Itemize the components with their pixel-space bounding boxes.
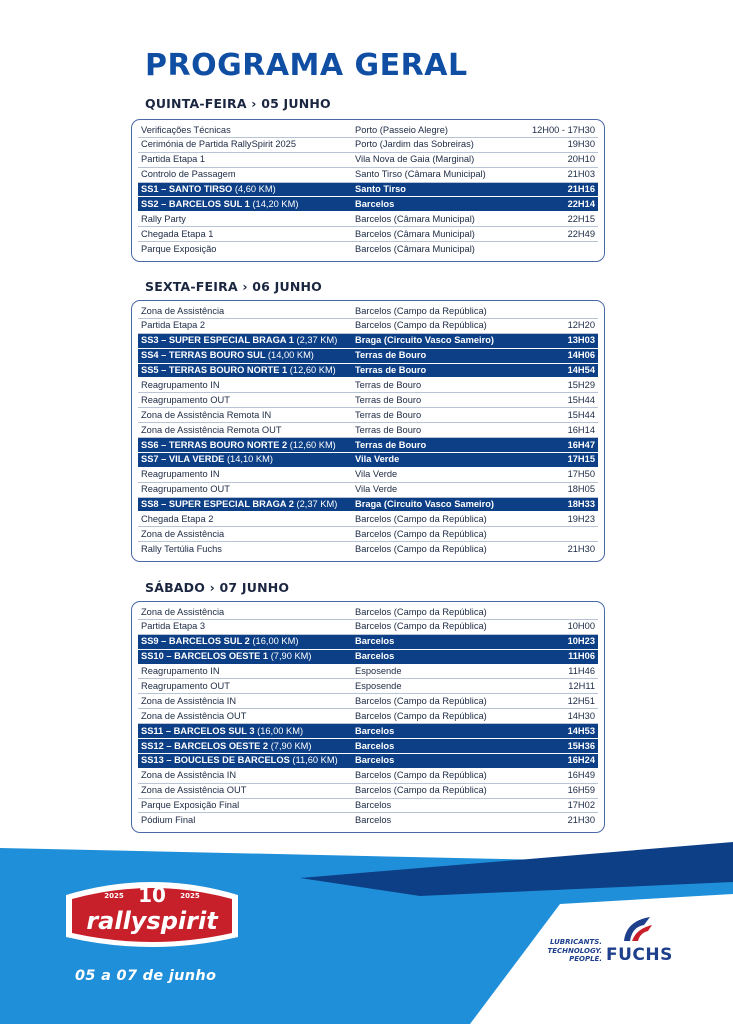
location-cell: Braga (Circuito Vasco Sameiro) bbox=[355, 499, 494, 510]
table-row bbox=[138, 483, 598, 498]
location-cell: Porto (Passeio Alegre) bbox=[355, 124, 449, 135]
table-row bbox=[138, 605, 598, 620]
time-cell: 16H59 bbox=[567, 785, 595, 796]
event-cell bbox=[138, 482, 355, 497]
tagline-line-3: PEOPLE. bbox=[569, 955, 602, 963]
day-heading-friday: SEXTA-FEIRA › 06 JUNHO bbox=[145, 279, 322, 294]
location-cell: Barcelos (Campo da República) bbox=[355, 544, 487, 555]
table-row bbox=[138, 168, 598, 183]
time-cell: 16H47 bbox=[567, 439, 595, 450]
special-stage-row bbox=[138, 724, 598, 739]
event-name: SS12 – BARCELOS OESTE 2 bbox=[141, 740, 269, 751]
location-cell: Barcelos bbox=[355, 725, 395, 736]
time-cell: 22H15 bbox=[567, 213, 595, 224]
table-row bbox=[138, 242, 598, 257]
table-row bbox=[138, 620, 598, 635]
table-row bbox=[138, 212, 598, 227]
special-stage-row bbox=[138, 754, 598, 769]
location-cell: Terras de Bouro bbox=[355, 439, 427, 450]
event-cell bbox=[138, 467, 355, 482]
stage-distance: (7,90 KM) bbox=[270, 651, 312, 662]
location-cell: Barcelos (Campo da República) bbox=[355, 528, 487, 539]
rallyspirit-logo bbox=[52, 875, 252, 960]
event-name: Reagrupamento OUT bbox=[141, 484, 230, 495]
event-cell bbox=[138, 724, 355, 739]
logo-number: 10 bbox=[138, 883, 166, 907]
event-cell bbox=[138, 348, 355, 363]
schedule-table-thursday bbox=[131, 119, 605, 262]
event-name: Chegada Etapa 1 bbox=[141, 228, 214, 239]
location-cell: Barcelos bbox=[355, 651, 395, 662]
location-cell: Esposende bbox=[355, 666, 402, 677]
schedule-table-saturday bbox=[131, 601, 605, 833]
location-cell: Barcelos (Câmara Municipal) bbox=[355, 244, 475, 255]
tagline-line-2: TECHNOLOGY. bbox=[547, 946, 602, 955]
event-name: Reagrupamento IN bbox=[141, 666, 220, 677]
tagline-line-1: LUBRICANTS. bbox=[550, 938, 602, 946]
table-row bbox=[138, 319, 598, 334]
event-name: SS10 – BARCELOS OESTE 1 bbox=[141, 651, 269, 662]
sponsor-name: FUCHS bbox=[606, 945, 673, 965]
event-cell bbox=[138, 798, 355, 813]
table-row bbox=[138, 813, 598, 828]
time-cell: 15H44 bbox=[567, 409, 595, 420]
location-cell: Barcelos (Campo da República) bbox=[355, 621, 487, 632]
location-cell: Porto (Jardim das Sobreiras) bbox=[355, 139, 474, 150]
table-row bbox=[138, 784, 598, 799]
location-cell: Barcelos bbox=[355, 755, 395, 766]
time-cell: 18H33 bbox=[567, 499, 595, 510]
event-name: SS3 – SUPER ESPECIAL BRAGA 1 bbox=[141, 335, 294, 346]
event-name: SS8 – SUPER ESPECIAL BRAGA 2 bbox=[141, 499, 294, 510]
location-cell: Barcelos (Campo da República) bbox=[355, 710, 487, 721]
event-cell bbox=[138, 527, 355, 542]
location-cell: Santo Tirso (Câmara Municipal) bbox=[355, 169, 486, 180]
stage-distance: (16,00 KM) bbox=[257, 725, 304, 736]
location-cell: Barcelos (Campo da República) bbox=[355, 606, 487, 617]
event-name: Cerimónia de Partida RallySpirit 2025 bbox=[141, 139, 297, 150]
event-cell bbox=[138, 137, 355, 152]
event-name: Zona de Assistência bbox=[141, 528, 225, 539]
event-cell bbox=[138, 619, 355, 634]
fuchs-logo-icon bbox=[620, 915, 656, 943]
location-cell: Barcelos (Campo da República) bbox=[355, 305, 487, 316]
event-name: SS6 – TERRAS BOURO NORTE 2 bbox=[141, 439, 288, 450]
special-stage-row bbox=[138, 183, 598, 198]
table-row bbox=[138, 227, 598, 242]
event-cell bbox=[138, 242, 355, 257]
time-cell: 15H44 bbox=[567, 394, 595, 405]
event-cell bbox=[138, 452, 355, 467]
time-cell: 11H46 bbox=[568, 666, 595, 677]
location-cell: Barcelos bbox=[355, 815, 392, 826]
stage-distance: (7,90 KM) bbox=[270, 740, 312, 751]
table-row bbox=[138, 138, 598, 153]
location-cell: Barcelos (Campo da República) bbox=[355, 320, 487, 331]
location-cell: Barcelos bbox=[355, 800, 392, 811]
location-cell: Terras de Bouro bbox=[355, 350, 427, 361]
time-cell: 17H02 bbox=[567, 800, 595, 811]
table-row bbox=[138, 153, 598, 168]
day-heading-saturday: SÁBADO › 07 JUNHO bbox=[145, 580, 290, 595]
table-row bbox=[138, 378, 598, 393]
page-title: PROGRAMA GERAL bbox=[145, 48, 468, 83]
event-cell bbox=[138, 304, 355, 319]
time-cell: 12H20 bbox=[567, 320, 595, 331]
time-cell: 15H36 bbox=[567, 740, 595, 751]
stage-distance: (11,60 KM) bbox=[292, 755, 338, 766]
time-cell: 10H00 bbox=[567, 621, 595, 632]
time-cell: 19H30 bbox=[567, 139, 595, 150]
special-stage-row bbox=[138, 364, 598, 379]
time-cell: 16H14 bbox=[567, 424, 595, 435]
event-cell bbox=[138, 438, 355, 453]
location-cell: Barcelos bbox=[355, 636, 395, 647]
event-cell bbox=[138, 363, 355, 378]
location-cell: Barcelos bbox=[355, 740, 395, 751]
time-cell: 10H23 bbox=[567, 636, 595, 647]
location-cell: Vila Verde bbox=[355, 469, 398, 480]
event-name: SS2 – BARCELOS SUL 1 bbox=[141, 198, 250, 209]
event-name: Rally Tertúlia Fuchs bbox=[141, 544, 222, 555]
stage-distance: (12,60 KM) bbox=[289, 365, 336, 376]
event-name: Zona de Assistência OUT bbox=[141, 710, 247, 721]
time-cell: 14H06 bbox=[567, 350, 595, 361]
special-stage-row bbox=[138, 739, 598, 754]
event-name: Rally Party bbox=[141, 213, 186, 224]
special-stage-row bbox=[138, 197, 598, 212]
event-cell bbox=[138, 694, 355, 709]
location-cell: Barcelos (Campo da República) bbox=[355, 770, 487, 781]
table-row bbox=[138, 423, 598, 438]
location-cell: Terras de Bouro bbox=[355, 365, 427, 376]
time-cell: 20H10 bbox=[567, 154, 595, 165]
event-name: Zona de Assistência Remota OUT bbox=[141, 424, 282, 435]
event-cell bbox=[138, 423, 355, 438]
event-name: Reagrupamento IN bbox=[141, 469, 220, 480]
table-row bbox=[138, 769, 598, 784]
location-cell: Barcelos bbox=[355, 198, 395, 209]
event-cell bbox=[138, 408, 355, 423]
special-stage-row bbox=[138, 334, 598, 349]
stage-distance: (4,60 KM) bbox=[234, 184, 276, 195]
table-row bbox=[138, 709, 598, 724]
event-name: SS11 – BARCELOS SUL 3 bbox=[141, 725, 255, 736]
event-cell bbox=[138, 333, 355, 348]
special-stage-row bbox=[138, 650, 598, 665]
event-dates: 05 a 07 de junho bbox=[75, 968, 217, 984]
time-cell: 14H53 bbox=[567, 725, 595, 736]
location-cell: Vila Verde bbox=[355, 454, 400, 465]
event-cell bbox=[138, 318, 355, 333]
event-name: Zona de Assistência bbox=[141, 305, 225, 316]
table-row bbox=[138, 304, 598, 319]
time-cell: 21H30 bbox=[567, 544, 595, 555]
special-stage-row bbox=[138, 438, 598, 453]
stage-distance: (14,20 KM) bbox=[252, 198, 299, 209]
event-name: Verificações Técnicas bbox=[141, 124, 231, 135]
sponsor-tagline bbox=[538, 938, 602, 964]
event-name: SS1 – SANTO TIRSO bbox=[141, 184, 233, 195]
time-cell: 21H16 bbox=[567, 184, 595, 195]
stage-distance: (12,60 KM) bbox=[289, 439, 336, 450]
time-cell: 22H14 bbox=[567, 198, 595, 209]
event-cell bbox=[138, 664, 355, 679]
location-cell: Barcelos (Campo da República) bbox=[355, 785, 487, 796]
stage-distance: (14,00 KM) bbox=[267, 350, 314, 361]
time-cell: 21H03 bbox=[567, 169, 595, 180]
table-row bbox=[138, 123, 598, 138]
logo-wordmark: rallyspirit bbox=[86, 907, 218, 935]
table-row bbox=[138, 542, 598, 557]
event-cell bbox=[138, 649, 355, 664]
table-row bbox=[138, 408, 598, 423]
event-cell bbox=[138, 393, 355, 408]
event-name: Parque Exposição Final bbox=[141, 800, 240, 811]
event-name: Controlo de Passagem bbox=[141, 169, 236, 180]
location-cell: Vila Verde bbox=[355, 484, 398, 495]
event-name: SS13 – BOUCLES DE BARCELOS bbox=[141, 755, 290, 766]
event-cell bbox=[138, 753, 355, 768]
event-cell bbox=[138, 634, 355, 649]
location-cell: Esposende bbox=[355, 680, 402, 691]
time-cell: 13H03 bbox=[567, 335, 595, 346]
event-cell bbox=[138, 709, 355, 724]
event-name: SS7 – VILA VERDE bbox=[141, 454, 225, 465]
time-cell: 17H50 bbox=[567, 469, 595, 480]
location-cell: Terras de Bouro bbox=[355, 424, 422, 435]
event-cell bbox=[138, 739, 355, 754]
event-cell bbox=[138, 197, 355, 212]
time-cell: 22H49 bbox=[567, 228, 595, 239]
event-name: Pódium Final bbox=[141, 815, 196, 826]
event-name: Chegada Etapa 2 bbox=[141, 513, 214, 524]
event-name: SS4 – TERRAS BOURO SUL bbox=[141, 350, 266, 361]
time-cell: 15H29 bbox=[567, 379, 595, 390]
event-name: SS9 – BARCELOS SUL 2 bbox=[141, 636, 250, 647]
time-cell: 11H06 bbox=[568, 651, 595, 662]
event-name: Parque Exposição bbox=[141, 244, 217, 255]
event-cell bbox=[138, 605, 355, 620]
event-name: Zona de Assistência IN bbox=[141, 695, 237, 706]
event-name: Zona de Assistência Remota IN bbox=[141, 409, 272, 420]
time-cell: 16H24 bbox=[567, 755, 595, 766]
event-name: Zona de Assistência OUT bbox=[141, 785, 247, 796]
table-row bbox=[138, 468, 598, 483]
time-cell: 12H11 bbox=[568, 680, 595, 691]
event-cell bbox=[138, 768, 355, 783]
event-cell bbox=[138, 123, 355, 138]
event-name: Reagrupamento IN bbox=[141, 379, 220, 390]
time-cell: 14H30 bbox=[567, 710, 595, 721]
location-cell: Terras de Bouro bbox=[355, 409, 422, 420]
event-name: Partida Etapa 3 bbox=[141, 621, 206, 632]
event-name: Partida Etapa 1 bbox=[141, 154, 206, 165]
schedule-table-friday bbox=[131, 300, 605, 562]
stage-distance: (2,37 KM) bbox=[296, 335, 338, 346]
event-cell bbox=[138, 679, 355, 694]
event-cell bbox=[138, 542, 355, 557]
stage-distance: (16,00 KM) bbox=[252, 636, 299, 647]
event-cell bbox=[138, 182, 355, 197]
event-cell bbox=[138, 783, 355, 798]
location-cell: Braga (Circuito Vasco Sameiro) bbox=[355, 335, 494, 346]
time-cell: 19H23 bbox=[567, 513, 595, 524]
location-cell: Santo Tirso bbox=[355, 184, 406, 195]
location-cell: Barcelos (Campo da República) bbox=[355, 695, 487, 706]
logo-year-left: 2025 bbox=[104, 892, 124, 900]
event-cell bbox=[138, 227, 355, 242]
table-row bbox=[138, 679, 598, 694]
event-cell bbox=[138, 152, 355, 167]
table-row bbox=[138, 694, 598, 709]
event-name: Zona de Assistência bbox=[141, 606, 225, 617]
table-row bbox=[138, 799, 598, 814]
event-cell bbox=[138, 813, 355, 828]
time-cell: 18H05 bbox=[567, 484, 595, 495]
logo-year-right: 2025 bbox=[180, 892, 200, 900]
location-cell: Vila Nova de Gaia (Marginal) bbox=[355, 154, 475, 165]
location-cell: Terras de Bouro bbox=[355, 394, 422, 405]
event-name: Reagrupamento OUT bbox=[141, 394, 230, 405]
location-cell: Terras de Bouro bbox=[355, 379, 422, 390]
special-stage-row bbox=[138, 498, 598, 513]
time-cell: 14H54 bbox=[567, 365, 595, 376]
special-stage-row bbox=[138, 635, 598, 650]
location-cell: Barcelos (Câmara Municipal) bbox=[355, 228, 475, 239]
time-cell: 16H49 bbox=[567, 770, 595, 781]
event-name: Zona de Assistência IN bbox=[141, 770, 237, 781]
event-name: Reagrupamento OUT bbox=[141, 680, 230, 691]
event-cell bbox=[138, 497, 355, 512]
table-row bbox=[138, 665, 598, 680]
day-heading-thursday: QUINTA-FEIRA › 05 JUNHO bbox=[145, 96, 331, 111]
location-cell: Barcelos (Câmara Municipal) bbox=[355, 213, 475, 224]
time-cell: 17H15 bbox=[567, 454, 595, 465]
table-row bbox=[138, 527, 598, 542]
event-name: Partida Etapa 2 bbox=[141, 320, 206, 331]
event-name: SS5 – TERRAS BOURO NORTE 1 bbox=[141, 365, 288, 376]
location-cell: Barcelos (Campo da República) bbox=[355, 513, 487, 524]
stage-distance: (14,10 KM) bbox=[226, 454, 273, 465]
time-cell: 12H00 - 17H30 bbox=[531, 124, 595, 135]
event-cell bbox=[138, 167, 355, 182]
special-stage-row bbox=[138, 453, 598, 468]
table-row bbox=[138, 393, 598, 408]
event-cell bbox=[138, 512, 355, 527]
special-stage-row bbox=[138, 349, 598, 364]
table-row bbox=[138, 512, 598, 527]
stage-distance: (2,37 KM) bbox=[296, 499, 338, 510]
event-cell bbox=[138, 212, 355, 227]
time-cell: 21H30 bbox=[567, 815, 595, 826]
time-cell: 12H51 bbox=[567, 695, 595, 706]
event-cell bbox=[138, 378, 355, 393]
